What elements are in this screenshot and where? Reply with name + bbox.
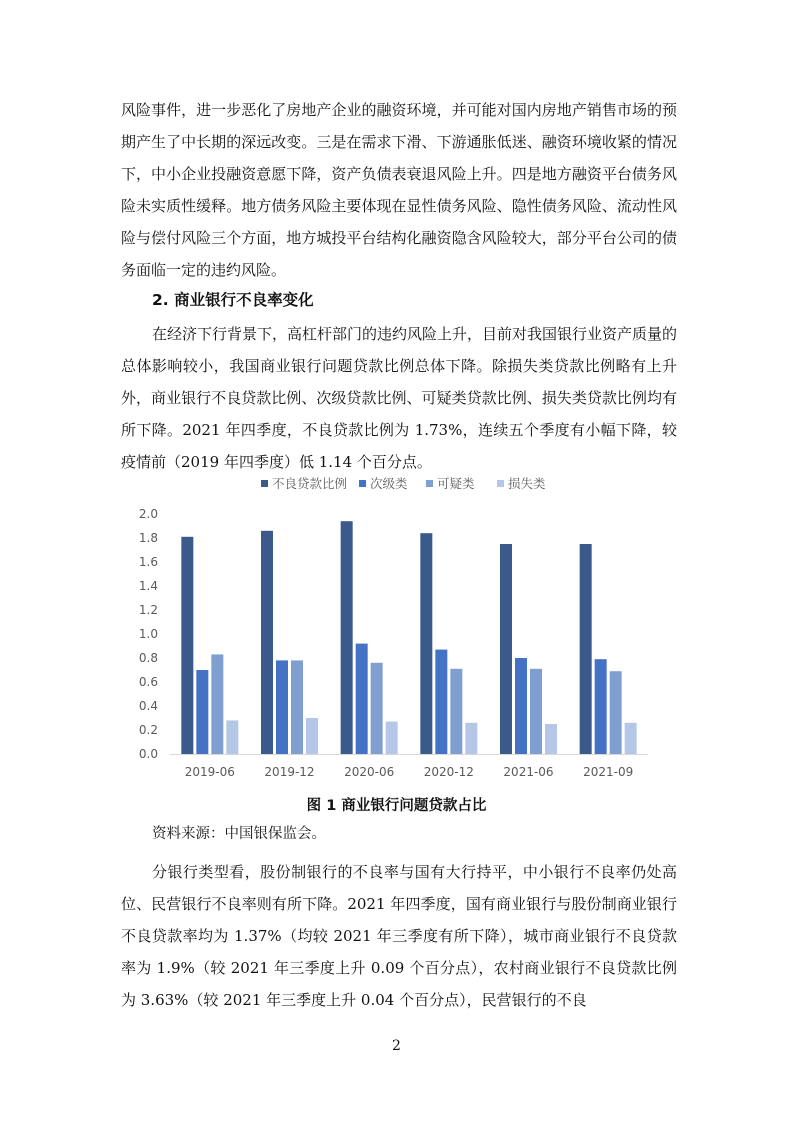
bar (306, 718, 318, 754)
chart-container (128, 470, 668, 790)
bar (595, 659, 607, 754)
y-tick-label: 1.6 (138, 555, 158, 569)
bar (625, 723, 637, 754)
x-tick-label: 2020-06 (344, 765, 395, 779)
bar (356, 644, 368, 754)
legend-label: 损失类 (508, 476, 546, 491)
y-tick-label: 2.0 (138, 507, 158, 521)
figure-source: 资料来源：中国银保监会。 (152, 826, 326, 842)
bar-chart (128, 470, 668, 790)
bar (610, 671, 622, 754)
y-tick-label: 0.8 (138, 651, 158, 665)
bar (261, 531, 273, 754)
y-tick-label: 1.2 (138, 603, 158, 617)
bar (500, 544, 512, 754)
bar (450, 669, 462, 754)
x-tick-label: 2020-12 (423, 765, 474, 779)
page-number: 2 (392, 1038, 401, 1054)
y-tick-label: 0.2 (138, 723, 158, 737)
y-tick-label: 0.4 (138, 699, 158, 713)
legend-swatch (497, 480, 504, 487)
y-tick-label: 1.0 (138, 627, 158, 641)
legend-label: 不良贷款比例 (272, 476, 348, 491)
y-tick-label: 1.8 (138, 531, 158, 545)
y-tick-label: 1.4 (138, 579, 158, 593)
paragraph-intro: 风险事件，进一步恶化了房地产企业的融资环境，并可能对国内房地产销售市场的预期产生了中长期的深远改变。三是在需求下滑、下游通胀低迷、融资环境收紧的情况下，中小企业投融资意愿下降，资产负债表衰退风险上升。四是地方融资平台债务风险未实质性缓释。地方债务风险主要体现在显性债务风险、隐性债务风险、流动性风险与偿付风险三个方面，地方城投平台结构化融资隐含风险较大，部分平台公司的债务面临一定的违约风险。 (121, 101, 677, 279)
section-heading: 2. 商业银行不良率变化 (152, 291, 314, 309)
paragraph-closing: 分银行类型看，股份制银行的不良率与国有大行持平，中小银行不良率仍处高位、民营银行不良率则有所下降。2021 年四季度，国有商业银行与股份制商业银行不良贷款率均为 1.37%（均较 2021 年三季度有所下降），城市商业银行不良贷款率为 1.9%（较 2021 年三季度上升 0.09 个百分点），农村商业银行不良贷款比例为 3.63%（较 2021 年三季度上升 0.04 个百分点），民营银行的不良 (121, 863, 677, 1009)
bar (420, 533, 432, 754)
bar (226, 720, 238, 754)
figure-caption: 图 1 商业银行问题贷款占比 (306, 798, 487, 814)
bar (435, 650, 447, 754)
legend-swatch (261, 480, 268, 487)
x-tick-label: 2021-06 (503, 765, 554, 779)
bar (530, 669, 542, 754)
bar (515, 658, 527, 754)
bar (276, 660, 288, 754)
bar (341, 521, 353, 754)
bar (196, 670, 208, 754)
bar (291, 660, 303, 754)
x-tick-label: 2021-09 (583, 765, 634, 779)
bar (386, 722, 398, 754)
paragraph-section-body: 在经济下行背景下，高杠杆部门的违约风险上升，目前对我国银行业资产质量的总体影响较小，我国商业银行问题贷款比例总体下降。除损失类贷款比例略有上升外，商业银行不良贷款比例、次级贷款比例、可疑类贷款比例、损失类贷款比例均有所下降。2021 年四季度，不良贷款比例为 1.73%，连续五个季度有小幅下降，较疫情前（2019 年四季度）低 1.14 个百分点。 (121, 325, 678, 471)
bar (545, 724, 557, 754)
bar (181, 537, 193, 754)
legend-label: 可疑类 (437, 476, 475, 491)
bar (580, 544, 592, 754)
bar (465, 723, 477, 754)
bar (371, 663, 383, 754)
bar (211, 654, 223, 754)
y-tick-label: 0.6 (138, 675, 158, 689)
x-tick-label: 2019-06 (184, 765, 235, 779)
legend-label: 次级类 (370, 476, 408, 491)
x-tick-label: 2019-12 (264, 765, 315, 779)
legend-swatch (359, 480, 366, 487)
legend-swatch (426, 480, 433, 487)
y-tick-label: 0.0 (138, 747, 158, 761)
